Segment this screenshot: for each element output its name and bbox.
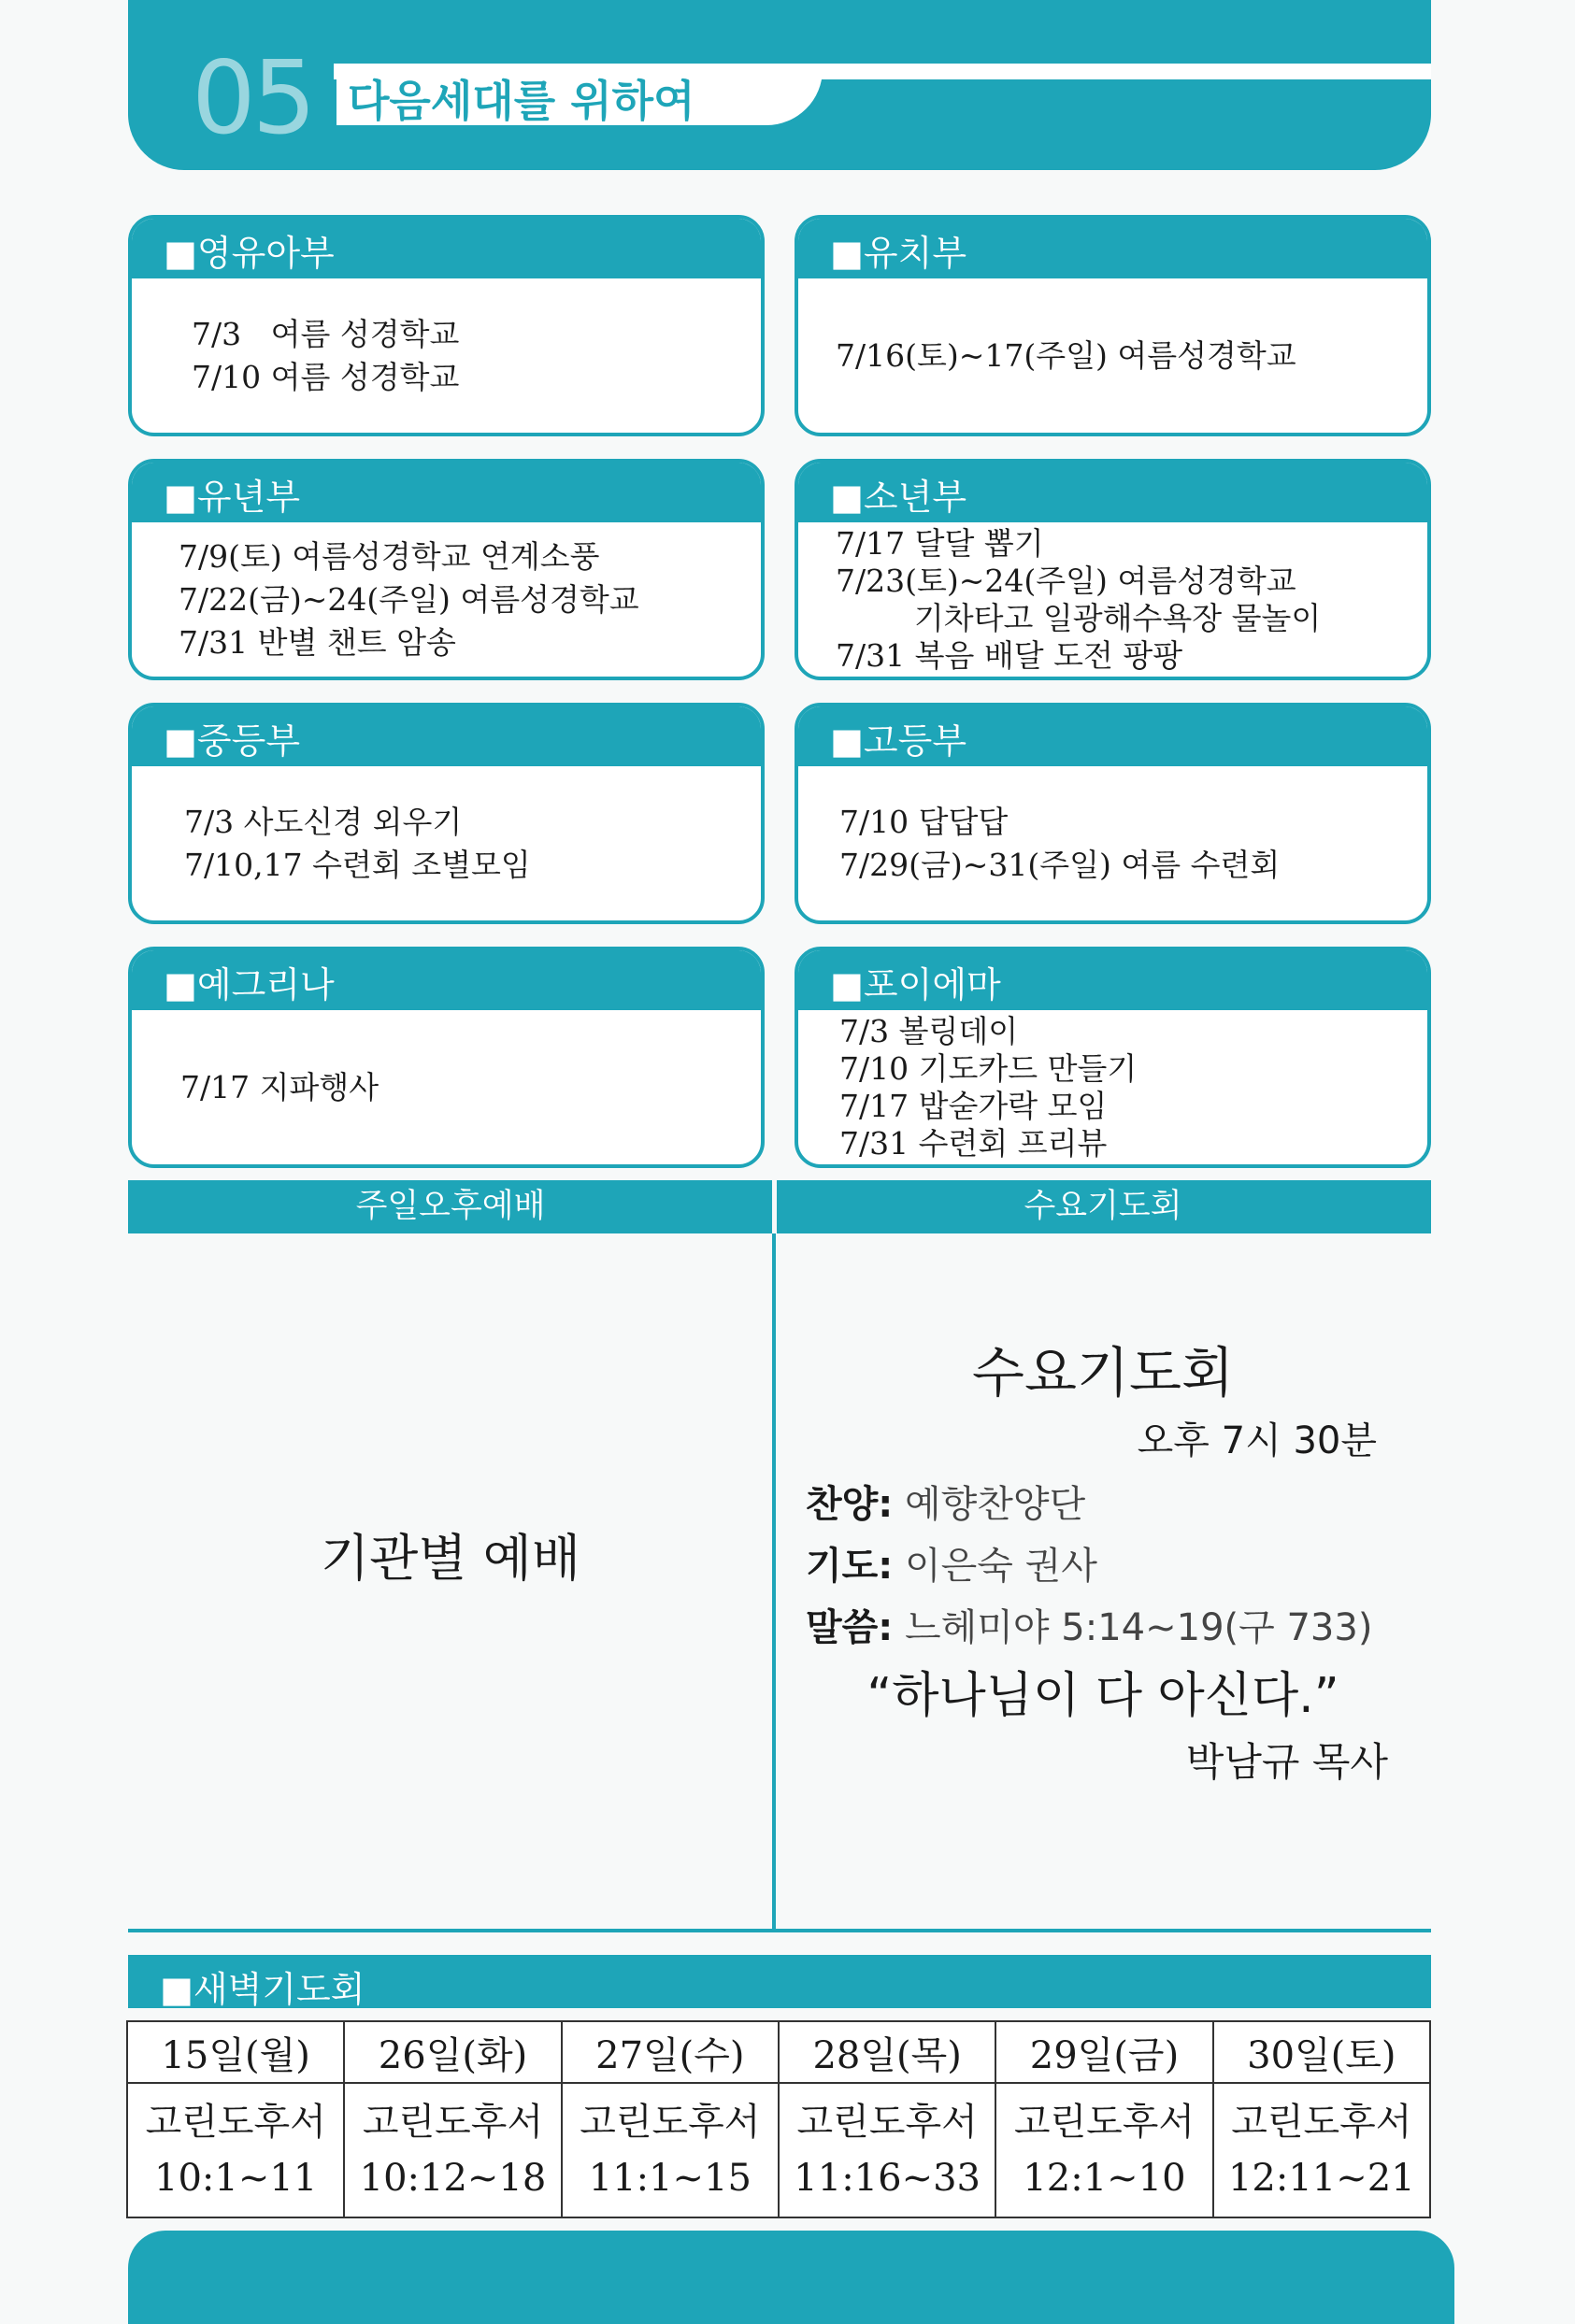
dept-name: 고등부	[863, 720, 967, 762]
verse-ref: 12:11~21	[1227, 2157, 1415, 2200]
dept-schedule	[836, 522, 1414, 677]
schedule-line: 7/31 복음 배달 도전 팡팡	[836, 636, 1183, 674]
prayer-label: 기도:	[806, 1545, 894, 1588]
book-name: 고린도후서	[1231, 2101, 1412, 2144]
dept-schedule	[192, 278, 748, 433]
book-name: 고린도후서	[796, 2101, 978, 2144]
dept-name: 포이에마	[863, 964, 1001, 1005]
schedule-line: 7/31 반별 챈트 암송	[179, 623, 456, 661]
dept-name: 예그리나	[196, 964, 335, 1005]
schedule-line: 7/17 지파행사	[180, 1068, 379, 1105]
verse-ref: 11:1~15	[588, 2157, 752, 2200]
prayer-value: 이은숙 권사	[905, 1545, 1097, 1588]
dept-name: 유치부	[863, 233, 967, 274]
table-row	[127, 2021, 1430, 2083]
service-time: 오후 7시 30분	[1137, 1419, 1377, 1462]
dept-schedule	[839, 1010, 1414, 1164]
dept-header: ■포이에마	[798, 950, 1427, 1010]
dept-header: ■고등부	[798, 706, 1427, 766]
dept-schedule	[839, 766, 1414, 920]
dept-box-poiema	[795, 947, 1431, 1168]
date-cell: 26일(화)	[344, 2021, 561, 2083]
dept-box-boys	[795, 459, 1431, 680]
date-cell: 28일(목)	[779, 2021, 995, 2083]
sermon-value: 느헤미야 5:14~19(구 733)	[905, 1606, 1373, 1649]
schedule-line: 7/16(토)~17(주일) 여름성경학교	[836, 336, 1296, 374]
section-number: 05	[192, 40, 313, 157]
book-name: 고린도후서	[1013, 2101, 1196, 2144]
date-cell: 29일(금)	[995, 2021, 1212, 2083]
dawn-prayer-table	[126, 2020, 1431, 2218]
section-title: 다음세대를 위하여	[348, 76, 695, 126]
dept-box-infant	[128, 215, 765, 436]
dept-box-primary	[128, 459, 765, 680]
sermon-line	[806, 1598, 1372, 1651]
dept-header: ■유년부	[132, 463, 761, 522]
verse-ref: 10:12~18	[359, 2157, 547, 2200]
sunday-service-title: 기관별 예배	[321, 1529, 580, 1588]
book-name: 고린도후서	[580, 2101, 761, 2144]
verse-ref: 11:16~33	[794, 2157, 981, 2200]
schedule-line: 7/29(금)~31(주일) 여름 수련회	[839, 846, 1281, 883]
dept-box-kindergarten	[795, 215, 1431, 436]
dept-header: ■영유아부	[132, 219, 761, 278]
schedule-line: 7/3 볼링데이	[839, 1012, 1019, 1049]
page-header	[128, 0, 1431, 170]
scripture-cell	[127, 2083, 344, 2217]
schedule-line: 기차타고 일광해수욕장 물놀이	[836, 599, 1322, 636]
header-divider	[772, 1180, 777, 1233]
schedule-line: 7/3 사도신경 외우기	[184, 803, 463, 840]
praise-line	[806, 1475, 1085, 1528]
dept-name: 유년부	[196, 477, 301, 518]
schedule-line: 7/9(토) 여름성경학교 연계소풍	[179, 537, 600, 575]
page-footer-bar	[128, 2231, 1454, 2324]
schedule-line: 7/17 밥숟가락 모임	[839, 1087, 1108, 1124]
dept-header: ■유치부	[798, 219, 1427, 278]
prayer-line	[806, 1536, 1097, 1590]
schedule-line: 7/17 달달 뽑기	[836, 524, 1044, 562]
dept-box-yegrina	[128, 947, 765, 1168]
dept-name: 영유아부	[196, 233, 335, 274]
book-name: 고린도후서	[362, 2101, 544, 2144]
dept-box-middle	[128, 703, 765, 924]
dept-schedule	[180, 1010, 748, 1164]
schedule-line: 7/10,17 수련회 조별모임	[184, 846, 531, 883]
schedule-line: 7/3 여름 성경학교	[192, 315, 460, 352]
verse-ref: 12:1~10	[1023, 2157, 1186, 2200]
praise-value: 예향찬양단	[905, 1483, 1086, 1526]
sermon-title: “하나님이 다 아신다.”	[866, 1668, 1339, 1724]
schedule-line: 7/10 답답답	[839, 803, 1009, 840]
dawn-prayer-header: ■새벽기도회	[128, 1955, 1431, 2008]
dept-name: 중등부	[196, 720, 301, 762]
dept-box-high	[795, 703, 1431, 924]
scripture-cell	[995, 2083, 1212, 2217]
dept-header: ■예그리나	[132, 950, 761, 1010]
section-bottom-rule	[128, 1929, 1431, 1932]
scripture-cell	[1213, 2083, 1430, 2217]
dept-header: ■중등부	[132, 706, 761, 766]
dept-schedule	[184, 766, 748, 920]
verse-ref: 10:1~11	[154, 2157, 318, 2200]
dept-header: ■소년부	[798, 463, 1427, 522]
wednesday-service-title: 수요기도회	[971, 1341, 1235, 1404]
table-row	[127, 2083, 1430, 2217]
dept-schedule	[836, 278, 1414, 433]
schedule-line: 7/10 여름 성경학교	[192, 358, 460, 395]
dawn-prayer-label: 새벽기도회	[193, 1969, 365, 2010]
sermon-label: 말씀:	[806, 1606, 894, 1649]
date-cell: 30일(토)	[1213, 2021, 1430, 2083]
schedule-line: 7/23(토)~24(주일) 여름성경학교	[836, 562, 1296, 599]
scripture-cell	[562, 2083, 779, 2217]
scripture-cell	[344, 2083, 561, 2217]
date-cell: 27일(수)	[562, 2021, 779, 2083]
date-cell: 15일(월)	[127, 2021, 344, 2083]
dept-schedule	[179, 522, 748, 677]
speaker: 박남규 목사	[1185, 1739, 1388, 1785]
scripture-cell	[779, 2083, 995, 2217]
dept-name: 소년부	[863, 477, 967, 518]
book-name: 고린도후서	[145, 2101, 326, 2144]
schedule-line: 7/10 기도카드 만들기	[839, 1049, 1138, 1087]
praise-label: 찬양:	[806, 1483, 894, 1526]
schedule-line: 7/22(금)~24(주일) 여름성경학교	[179, 580, 639, 618]
wednesday-service-header: 수요기도회	[1024, 1188, 1182, 1225]
sunday-service-header: 주일오후예배	[355, 1188, 546, 1225]
schedule-line: 7/31 수련회 프리뷰	[839, 1124, 1108, 1162]
